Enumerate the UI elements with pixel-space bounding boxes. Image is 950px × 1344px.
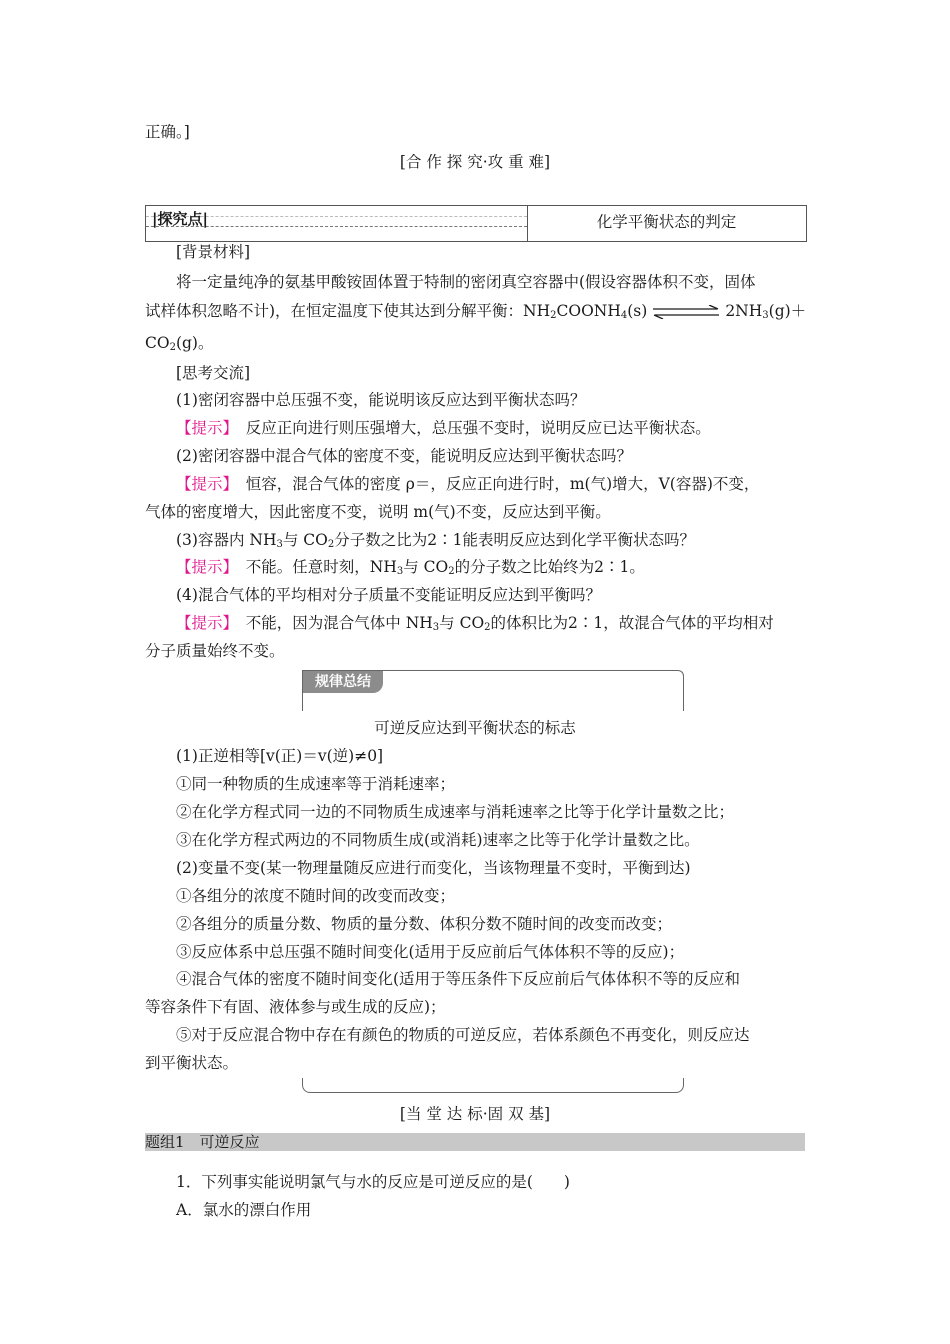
question-group-label: 题组1 可逆反应 (145, 1133, 260, 1151)
topic-box (145, 205, 807, 242)
text: (3)容器内 NH (176, 531, 277, 549)
summary-p1-i: ①同一种物质的生成速率等于消耗速率； (176, 775, 456, 793)
text: CO (145, 334, 170, 352)
answer-text: 恒容，混合气体的密度 ρ＝，反应正向进行时，m(气)增大，V(容器)不变， (245, 475, 760, 493)
subscript: 4 (620, 310, 628, 321)
text: 与 CO (439, 614, 485, 632)
summary-p2-ii: ②各组分的质量分数、物质的量分数、体积分数不随时间的改变而改变； (176, 915, 673, 933)
topic-title: 化学平衡状态的判定 (596, 213, 737, 231)
answer-2-line-2: 气体的密度增大，因此密度不变，说明 m(气)不变，反应达到平衡。 (145, 503, 611, 521)
summary-title: 可逆反应达到平衡状态的标志 (374, 719, 576, 737)
question-3 (176, 530, 695, 550)
subscript: 2 (448, 566, 455, 577)
background-line-3 (145, 333, 213, 353)
text: 的分子数之比始终为2∶1。 (454, 558, 645, 576)
text: 的体积比为2∶1，故混合气体的平均相对 (490, 614, 774, 632)
text: 2NH (725, 302, 763, 320)
answer-4-line-2: 分子质量始终不变。 (145, 642, 285, 660)
equilibrium-arrow-icon (651, 305, 721, 319)
summary-p2: (2)变量不变(某一物理量随反应进行而变化，当该物理量不变时，平衡到达) (176, 859, 691, 877)
subscript: 3 (762, 310, 769, 321)
text: 不能，因为混合气体中 NH (245, 614, 433, 632)
background-line-1: 将一定量纯净的氨基甲酸铵固体置于特制的密闭真空容器中(假设容器体积不变，固体 (176, 273, 756, 291)
answer-2-line-1 (176, 474, 759, 494)
think-heading: [思考交流] (176, 364, 251, 382)
hint-label: 【提示】 (176, 614, 231, 632)
text: (g)＋ (768, 302, 807, 320)
summary-bracket-bottom (302, 1078, 684, 1093)
text: (s) (627, 302, 648, 320)
text: 与 CO (282, 531, 328, 549)
section-header-practice: [当 堂 达 标·固 双 基] (399, 1105, 551, 1123)
summary-p2-v-2: 到平衡状态。 (145, 1054, 239, 1072)
question-1-stem: 1．下列事实能说明氯气与水的反应是可逆反应的是( ) (176, 1173, 570, 1191)
subscript: 2 (484, 622, 491, 633)
text: 与 CO (403, 558, 449, 576)
summary-p2-iv-2: 等容条件下有固、液体参与或生成的反应)； (145, 998, 446, 1016)
continued-text: 正确。] (145, 123, 190, 141)
text: 不能。任意时刻，NH (245, 558, 397, 576)
subscript: 2 (327, 539, 335, 550)
answer-4-line-1 (176, 613, 774, 633)
summary-tag: 规律总结 (303, 671, 383, 693)
option-a: A．氯水的漂白作用 (176, 1201, 312, 1219)
summary-p2-i: ①各组分的浓度不随时间的改变而改变； (176, 887, 456, 905)
hint-label: 【提示】 (176, 475, 231, 493)
hint-label: 【提示】 (176, 558, 231, 576)
subscript: 3 (276, 539, 283, 550)
summary-p1-ii: ②在化学方程式同一边的不同物质生成速率与消耗速率之比等于化学计量数之比； (176, 803, 735, 821)
answer-1 (176, 418, 711, 438)
summary-p2-iv-1: ④混合气体的密度不随时间变化(适用于等压条件下反应前后气体体积不等的反应和 (176, 970, 741, 988)
topic-tab-label: 探究点 (157, 210, 203, 228)
summary-p1-iii: ③在化学方程式两边的不同物质生成(或消耗)速率之比等于化学计量数之比。 (176, 831, 700, 849)
subscript: 3 (396, 566, 404, 577)
summary-bracket-top (302, 670, 684, 711)
background-heading: [背景材料] (176, 243, 251, 261)
question-2: (2)密闭容器中混合气体的密度不变，能说明反应达到平衡状态吗？ (176, 447, 632, 465)
background-line-2 (145, 301, 806, 321)
text: 试样体积忽略不计)，在恒定温度下使其达到分解平衡：NH (145, 302, 551, 320)
summary-p2-v-1: ⑤对于反应混合物中存在有颜色的物质的可逆反应，若体系颜色不再变化，则反应达 (176, 1026, 750, 1044)
question-group-bar (145, 1133, 805, 1151)
text: (g)。 (175, 334, 214, 352)
summary-p2-iii: ③反应体系中总压强不随时间变化(适用于反应前后气体体积不等的反应)； (176, 943, 685, 961)
subscript: 2 (169, 342, 176, 353)
subscript: 3 (432, 622, 440, 633)
topic-tab: |探究点| (152, 210, 208, 228)
text: COONH (556, 302, 621, 320)
section-header-cooperate: [合 作 探 究·攻 重 难] (399, 153, 551, 171)
question-4: (4)混合气体的平均相对分子质量不变能证明反应达到平衡吗？ (176, 586, 601, 604)
hint-label: 【提示】 (176, 419, 231, 437)
answer-text: 反应正向进行则压强增大，总压强不变时，说明反应已达平衡状态。 (245, 419, 711, 437)
answer-3 (176, 557, 645, 577)
text: 分子数之比为2∶1能表明反应达到化学平衡状态吗？ (334, 531, 695, 549)
subscript: 2 (550, 310, 557, 321)
question-1: (1)密闭容器中总压强不变，能说明该反应达到平衡状态吗？ (176, 391, 586, 409)
summary-p1: (1)正逆相等[v(正)＝v(逆)≠0] (176, 747, 384, 765)
